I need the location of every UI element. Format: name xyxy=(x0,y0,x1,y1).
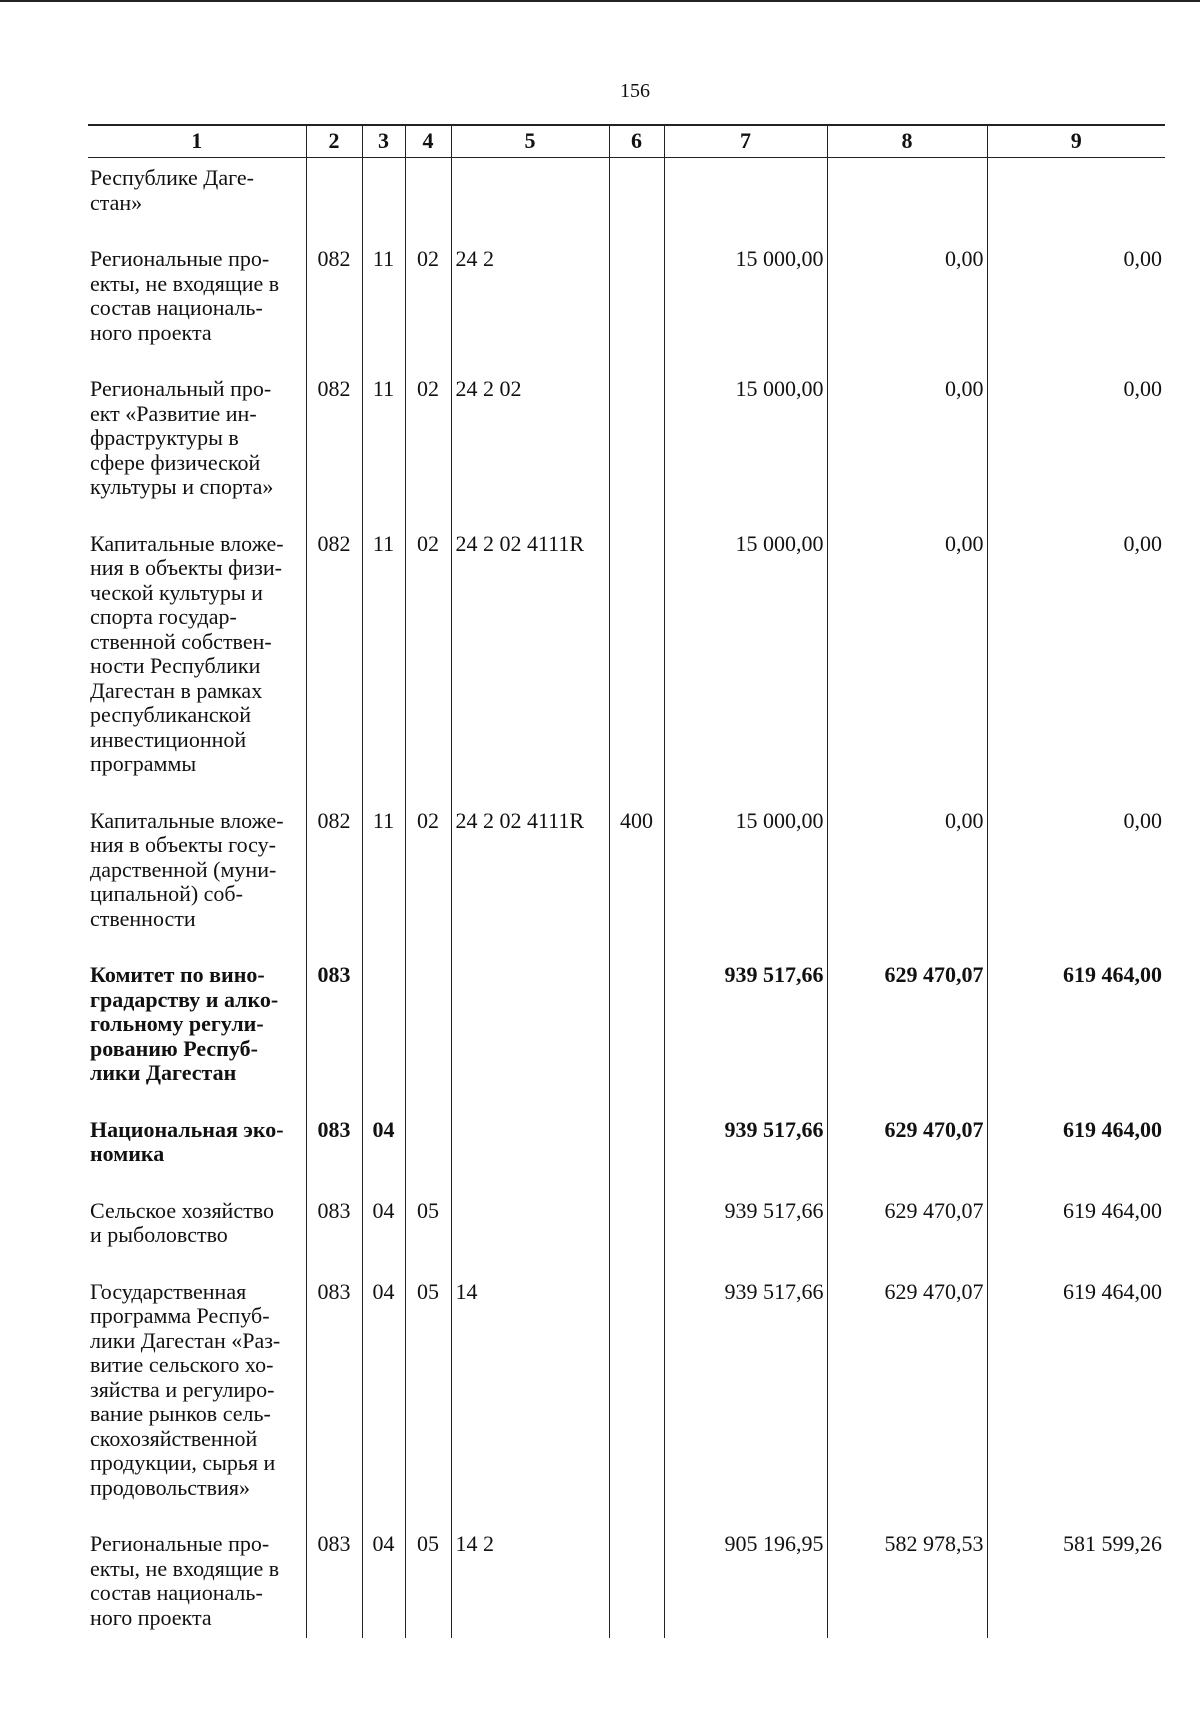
target-article-cell xyxy=(451,158,609,240)
subsection-code-cell: 02 xyxy=(405,524,451,801)
budget-table xyxy=(88,124,1165,1638)
amount-year3-cell: 0,00 xyxy=(987,801,1165,956)
amount-year1-cell: 15 000,00 xyxy=(664,801,827,956)
row-name-cell: Республике Даге- стан» xyxy=(90,165,254,215)
section-code-cell xyxy=(362,158,405,240)
target-article-cell: 14 2 xyxy=(451,1524,609,1638)
amount-year3-cell: 0,00 xyxy=(987,369,1165,524)
expense-type-cell xyxy=(609,955,664,1110)
amount-year3-cell xyxy=(987,158,1165,240)
section-code-cell: 04 xyxy=(362,1110,405,1191)
amount-year2-cell: 582 978,53 xyxy=(827,1524,987,1638)
subsection-code-cell: 02 xyxy=(405,801,451,956)
grbs-code-cell: 082 xyxy=(306,239,362,369)
section-code-cell: 11 xyxy=(362,524,405,801)
grbs-code-cell: 083 xyxy=(306,1524,362,1638)
grbs-code-cell: 083 xyxy=(306,1191,362,1272)
subsection-code-cell: 05 xyxy=(405,1524,451,1638)
grbs-code-cell: 082 xyxy=(306,801,362,956)
amount-year1-cell: 939 517,66 xyxy=(664,1272,827,1525)
amount-year1-cell: 939 517,66 xyxy=(664,955,827,1110)
header-cell: 3 xyxy=(362,125,405,158)
table-row xyxy=(88,158,1165,240)
amount-year3-cell: 619 464,00 xyxy=(987,1191,1165,1272)
row-name-cell: Региональные про- екты, не входящие в состав националь- ного проекта xyxy=(90,246,280,345)
amount-year3-cell: 0,00 xyxy=(987,239,1165,369)
amount-year3-cell: 0,00 xyxy=(987,524,1165,801)
subsection-code-cell xyxy=(405,1110,451,1191)
expense-type-cell xyxy=(609,1191,664,1272)
grbs-code-cell: 083 xyxy=(306,1110,362,1191)
table-row xyxy=(88,524,1165,801)
amount-year3-cell: 619 464,00 xyxy=(987,1110,1165,1191)
amount-year1-cell: 939 517,66 xyxy=(664,1191,827,1272)
table-row xyxy=(88,369,1165,524)
amount-year1-cell: 905 196,95 xyxy=(664,1524,827,1638)
target-article-cell: 24 2 02 4111R xyxy=(451,524,609,801)
amount-year2-cell: 0,00 xyxy=(827,369,987,524)
subsection-code-cell: 02 xyxy=(405,239,451,369)
top-rule xyxy=(0,0,1200,2)
header-cell: 6 xyxy=(609,125,664,158)
expense-type-cell xyxy=(609,524,664,801)
grbs-code-cell xyxy=(306,158,362,240)
table-row xyxy=(88,1272,1165,1525)
grbs-code-cell: 083 xyxy=(306,955,362,1110)
subsection-code-cell xyxy=(405,955,451,1110)
amount-year2-cell: 629 470,07 xyxy=(827,1191,987,1272)
section-code-cell: 04 xyxy=(362,1272,405,1525)
page-number: 156 xyxy=(620,80,650,102)
row-name-cell: Национальная эко- номика xyxy=(90,1116,284,1166)
amount-year1-cell: 939 517,66 xyxy=(664,1110,827,1191)
amount-year2-cell: 0,00 xyxy=(827,524,987,801)
section-code-cell: 04 xyxy=(362,1524,405,1638)
amount-year3-cell: 581 599,26 xyxy=(987,1524,1165,1638)
table-row xyxy=(88,801,1165,956)
subsection-code-cell: 05 xyxy=(405,1191,451,1272)
target-article-cell: 24 2 02 xyxy=(451,369,609,524)
row-name-cell: Капитальные вложе- ния в объекты госу- дарственной (муни- ципальной) соб- ственности xyxy=(90,807,284,931)
row-name-cell: Региональные про- екты, не входящие в состав националь- ного проекта xyxy=(90,1531,280,1630)
table-row xyxy=(88,1110,1165,1191)
table-row xyxy=(88,239,1165,369)
amount-year2-cell: 629 470,07 xyxy=(827,955,987,1110)
amount-year3-cell: 619 464,00 xyxy=(987,1272,1165,1525)
header-cell: 7 xyxy=(664,125,827,158)
subsection-code-cell xyxy=(405,158,451,240)
table-body xyxy=(88,158,1165,1639)
header-cell: 1 xyxy=(88,125,306,158)
amount-year3-cell: 619 464,00 xyxy=(987,955,1165,1110)
amount-year1-cell xyxy=(664,158,827,240)
expense-type-cell xyxy=(609,1110,664,1191)
target-article-cell xyxy=(451,1110,609,1191)
target-article-cell: 14 xyxy=(451,1272,609,1525)
grbs-code-cell: 083 xyxy=(306,1272,362,1525)
amount-year2-cell: 629 470,07 xyxy=(827,1272,987,1525)
header-cell: 2 xyxy=(306,125,362,158)
header-cell: 5 xyxy=(451,125,609,158)
target-article-cell xyxy=(451,1191,609,1272)
target-article-cell: 24 2 02 4111R xyxy=(451,801,609,956)
section-code-cell: 11 xyxy=(362,801,405,956)
row-name-cell: Государственная программа Респуб- лики Дагестан «Раз- витие сельского хо- зяйства и регулиро- вание рынков сель- скохозяйственной продукции, сырья и продовольствия» xyxy=(90,1278,281,1500)
amount-year1-cell: 15 000,00 xyxy=(664,369,827,524)
header-row xyxy=(88,125,1165,158)
amount-year1-cell: 15 000,00 xyxy=(664,239,827,369)
target-article-cell: 24 2 xyxy=(451,239,609,369)
expense-type-cell xyxy=(609,158,664,240)
table-row xyxy=(88,1191,1165,1272)
expense-type-cell xyxy=(609,1272,664,1525)
expense-type-cell xyxy=(609,1524,664,1638)
header-cell: 9 xyxy=(987,125,1165,158)
header-cell: 8 xyxy=(827,125,987,158)
table-row xyxy=(88,1524,1165,1638)
amount-year2-cell xyxy=(827,158,987,240)
row-name-cell: Сельское хозяйство и рыболовство xyxy=(90,1197,274,1247)
expense-type-cell xyxy=(609,369,664,524)
grbs-code-cell: 082 xyxy=(306,524,362,801)
row-name-cell: Комитет по вино- градарству и алко- гольному регули- рованию Респуб- лики Дагестан xyxy=(90,962,279,1085)
header-cell: 4 xyxy=(405,125,451,158)
amount-year2-cell: 0,00 xyxy=(827,239,987,369)
amount-year1-cell: 15 000,00 xyxy=(664,524,827,801)
section-code-cell: 04 xyxy=(362,1191,405,1272)
grbs-code-cell: 082 xyxy=(306,369,362,524)
section-code-cell: 11 xyxy=(362,369,405,524)
expense-type-cell: 400 xyxy=(609,801,664,956)
section-code-cell xyxy=(362,955,405,1110)
amount-year2-cell: 629 470,07 xyxy=(827,1110,987,1191)
amount-year2-cell: 0,00 xyxy=(827,801,987,956)
target-article-cell xyxy=(451,955,609,1110)
subsection-code-cell: 02 xyxy=(405,369,451,524)
row-name-cell: Капитальные вложе- ния в объекты физи- ческой культуры и спорта государ- ственной собствен- ности Республики Дагестан в рамках республиканской инвестиционной программы xyxy=(90,530,284,776)
expense-type-cell xyxy=(609,239,664,369)
row-name-cell: Региональный про- ект «Развитие ин- фраструктуры в сфере физической культуры и спорта» xyxy=(90,376,274,499)
section-code-cell: 11 xyxy=(362,239,405,369)
table-row xyxy=(88,955,1165,1110)
subsection-code-cell: 05 xyxy=(405,1272,451,1525)
